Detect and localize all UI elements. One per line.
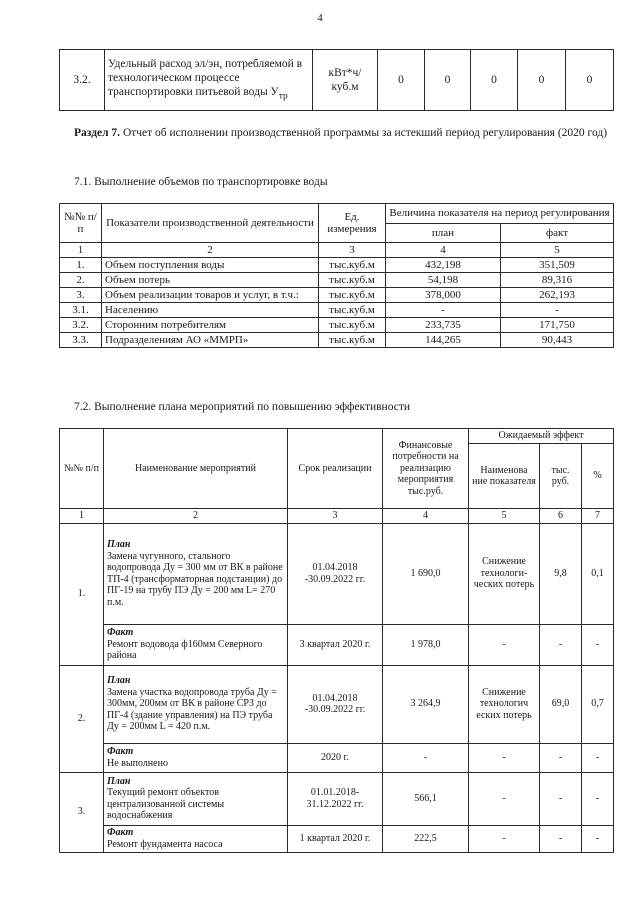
header-indicator: Наименова ние показателя	[469, 444, 540, 509]
value-cell: 0	[518, 50, 566, 111]
table-row: 3.2. Сторонним потребителям тыс.куб.м 233,735 171,750	[60, 318, 614, 333]
index-row: 1 2 3 4 5	[60, 243, 614, 258]
subsection-title: 7.1. Выполнение объемов по транспортировке воды	[74, 176, 328, 188]
header-value: Величина показателя на период регулирования	[386, 204, 614, 224]
header-plan: план	[386, 223, 501, 243]
header-effect: Ожидаемый эффект	[469, 429, 614, 444]
efficiency-measures-table	[59, 428, 614, 853]
header-num: №№ п/п	[60, 429, 104, 509]
page-number: 4	[317, 12, 323, 24]
value-cell: 0	[566, 50, 614, 111]
header-term: Срок реализации	[288, 429, 383, 509]
header-name: Показатели производственной деятельности	[102, 204, 319, 243]
table-row: 1. Объем поступления воды тыс.куб.м 432,198 351,509	[60, 258, 614, 273]
table-row: 1. План Замена чугунного, стального водопровода Ду = 300 мм от ВК в районе ТП-4 (трансформаторная подстанции) до ПГ-19 на трубу ПЭ Ду = 200 мм L= 270 п.м. 01.04.2018 -30.09.2022 гг. 1 690,0 Снижение технологи-ческих потерь 9,8 0,1	[60, 523, 614, 624]
table-row: 2. Объем потерь тыс.куб.м 54,198 89,316	[60, 273, 614, 288]
table-row	[60, 50, 614, 111]
table-row: 3.3. Подразделениям АО «ММРП» тыс.куб.м 144,265 90,443	[60, 333, 614, 348]
value-cell: 0	[378, 50, 425, 111]
table-row: 3. План Текущий ремонт объектов централизованной системы водоснабжения 01.01.2018- 31.12.2022 гг. 566,1 - - -	[60, 772, 614, 825]
header-name: Наименование мероприятий	[104, 429, 288, 509]
value-cell: 0	[471, 50, 518, 111]
header-pct: %	[582, 444, 614, 509]
header-rub: тыс. руб.	[540, 444, 582, 509]
subsection-title: 7.2. Выполнение плана мероприятий по повышению эффективности	[74, 401, 411, 413]
header-fact: факт	[501, 223, 614, 243]
indicator-name: Удельный расход эл/эн, потребляемой в технологическом процессе транспортировки питьевой воды $У_{тр}$	[105, 50, 313, 111]
header-num: №№ п/п	[60, 204, 102, 243]
index-row: 1 2 3 4 5 6 7	[60, 509, 614, 524]
section-title: Раздел 7. Отчет об исполнении производственной программы за истекший период регулирования (2020 год)	[74, 127, 608, 139]
header-finance: Финансовые потребности на реализацию мероприятия тыс.руб.	[383, 429, 469, 509]
header-unit: Ед. измерения	[319, 204, 386, 243]
table-row: Факт Ремонт фундамента насоса 1 квартал 2020 г. 222,5 - - -	[60, 825, 614, 852]
unit: кВт*ч/ куб.м	[313, 50, 378, 111]
table-row: Факт Ремонт водовода ф160мм Северного района 3 квартал 2020 г. 1 978,0 - - -	[60, 624, 614, 665]
water-transport-volumes-table	[59, 203, 614, 348]
table-row: 2. План Замена участка водопровода труба Ду = 300мм, 200мм от ВК в районе СРЗ до ПГ-4 (здание управления) на ПЭ труба Ду = 200мм L = 420 п.м. 01.04.2018 -30.09.2022 гг. 3 264,9 Снижение технологич еских потерь 69,0 0,7	[60, 665, 614, 743]
efficiency-indicator-table-fragment	[59, 49, 614, 111]
value-cell: 0	[425, 50, 471, 111]
row-number: 3.2.	[60, 50, 105, 111]
table-row: 3.1. Населению тыс.куб.м - -	[60, 303, 614, 318]
table-row: Факт Не выполнено 2020 г. - - - -	[60, 743, 614, 772]
table-row: 3. Объем реализации товаров и услуг, в т.ч.: тыс.куб.м 378,000 262,193	[60, 288, 614, 303]
